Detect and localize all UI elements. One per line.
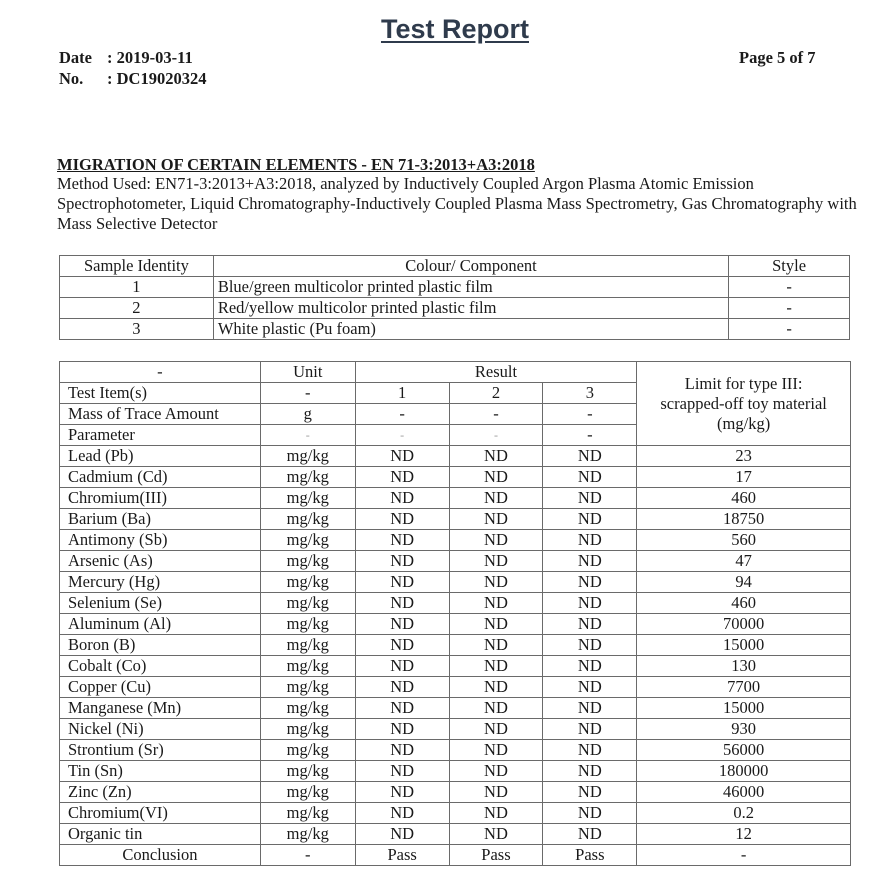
test-item-name: Strontium (Sr) bbox=[60, 740, 261, 761]
test-item-name: Conclusion bbox=[60, 845, 261, 866]
table-row bbox=[60, 782, 851, 803]
result-value: ND bbox=[355, 635, 449, 656]
test-item-unit: mg/kg bbox=[260, 614, 355, 635]
limit-value: 460 bbox=[637, 488, 851, 509]
sample-id: 2 bbox=[60, 298, 214, 319]
result-value: ND bbox=[543, 530, 637, 551]
table-row bbox=[60, 698, 851, 719]
sample-number: 3 bbox=[543, 383, 637, 404]
result-value: ND bbox=[355, 446, 449, 467]
result-value: ND bbox=[355, 488, 449, 509]
test-item-name: Chromium(VI) bbox=[60, 803, 261, 824]
sample-component: Red/yellow multicolor printed plastic film bbox=[213, 298, 728, 319]
conclusion-row bbox=[60, 845, 851, 866]
result-value: ND bbox=[449, 761, 543, 782]
result-value: ND bbox=[543, 467, 637, 488]
result-value: Pass bbox=[543, 845, 637, 866]
table-row bbox=[60, 803, 851, 824]
result-value: ND bbox=[449, 509, 543, 530]
test-item-unit: mg/kg bbox=[260, 824, 355, 845]
item-column-header: - bbox=[60, 362, 261, 383]
column-header: Colour/ Component bbox=[213, 256, 728, 277]
sample-style: - bbox=[729, 319, 850, 340]
result-value: ND bbox=[355, 656, 449, 677]
result-value: ND bbox=[543, 698, 637, 719]
table-row bbox=[60, 635, 851, 656]
result-value: ND bbox=[449, 824, 543, 845]
table-row bbox=[60, 509, 851, 530]
test-item-name: Zinc (Zn) bbox=[60, 782, 261, 803]
sample-component: Blue/green multicolor printed plastic film bbox=[213, 277, 728, 298]
test-item-unit: mg/kg bbox=[260, 782, 355, 803]
mass-unit: g bbox=[260, 404, 355, 425]
test-item-unit: mg/kg bbox=[260, 572, 355, 593]
test-item-unit: mg/kg bbox=[260, 677, 355, 698]
limit-value: 0.2 bbox=[637, 803, 851, 824]
table-row bbox=[60, 488, 851, 509]
table-row bbox=[60, 277, 850, 298]
test-item-name: Copper (Cu) bbox=[60, 677, 261, 698]
test-item-unit: mg/kg bbox=[260, 740, 355, 761]
result-value: ND bbox=[355, 782, 449, 803]
limit-value: 94 bbox=[637, 572, 851, 593]
test-item-name: Antimony (Sb) bbox=[60, 530, 261, 551]
result-value: ND bbox=[449, 593, 543, 614]
report-number-line bbox=[59, 69, 206, 89]
limit-value: 15000 bbox=[637, 698, 851, 719]
sample-id: 3 bbox=[60, 319, 214, 340]
result-value: ND bbox=[543, 761, 637, 782]
section-title: MIGRATION OF CERTAIN ELEMENTS - EN 71-3:2013+A3:2018 bbox=[57, 155, 535, 174]
mass-value: - bbox=[449, 404, 543, 425]
limit-value: 18750 bbox=[637, 509, 851, 530]
table-row bbox=[60, 551, 851, 572]
result-value: ND bbox=[449, 803, 543, 824]
test-item-name: Selenium (Se) bbox=[60, 593, 261, 614]
result-value: ND bbox=[355, 761, 449, 782]
result-value: ND bbox=[449, 551, 543, 572]
result-value: ND bbox=[543, 782, 637, 803]
limit-value: 460 bbox=[637, 593, 851, 614]
sample-style: - bbox=[729, 277, 850, 298]
result-value: ND bbox=[355, 530, 449, 551]
test-item-unit: mg/kg bbox=[260, 467, 355, 488]
test-item-name: Boron (B) bbox=[60, 635, 261, 656]
limit-header-line: Limit for type III: bbox=[684, 373, 803, 393]
result-value: ND bbox=[355, 803, 449, 824]
sample-table-header bbox=[60, 256, 850, 277]
result-value: ND bbox=[355, 740, 449, 761]
method-description: Method Used: EN71-3:2013+A3:2018, analyzed by Inductively Coupled Argon Plasma Atomic Emission Spectrophotometer, Liquid Chromatography-Inductively Coupled Plasma Mass Spectrometry, Gas Chromatography with Mass Selective Detector bbox=[57, 174, 857, 233]
result-value: ND bbox=[449, 572, 543, 593]
result-value: ND bbox=[355, 467, 449, 488]
result-value: ND bbox=[449, 635, 543, 656]
test-item-unit: mg/kg bbox=[260, 446, 355, 467]
result-value: ND bbox=[449, 698, 543, 719]
results-table bbox=[59, 361, 851, 866]
result-value: ND bbox=[355, 509, 449, 530]
table-row bbox=[60, 446, 851, 467]
limit-value: 47 bbox=[637, 551, 851, 572]
limit-value: 7700 bbox=[637, 677, 851, 698]
date-value: : 2019-03-11 bbox=[107, 48, 193, 67]
test-item-unit: mg/kg bbox=[260, 488, 355, 509]
result-value: ND bbox=[543, 824, 637, 845]
result-value: Pass bbox=[449, 845, 543, 866]
sample-number: 1 bbox=[355, 383, 449, 404]
table-row bbox=[60, 677, 851, 698]
test-item-unit: mg/kg bbox=[260, 719, 355, 740]
date-line bbox=[59, 48, 193, 68]
date-label: Date bbox=[59, 48, 92, 67]
table-row bbox=[60, 593, 851, 614]
result-value: ND bbox=[449, 677, 543, 698]
limit-column-header bbox=[637, 362, 851, 446]
report-title: Test Report bbox=[380, 14, 529, 44]
limit-value: 130 bbox=[637, 656, 851, 677]
result-value: ND bbox=[355, 677, 449, 698]
result-value: ND bbox=[449, 614, 543, 635]
test-item-name: Aluminum (Al) bbox=[60, 614, 261, 635]
table-row bbox=[60, 656, 851, 677]
test-item-name: Organic tin bbox=[60, 824, 261, 845]
result-value: ND bbox=[543, 572, 637, 593]
test-item-name: Cadmium (Cd) bbox=[60, 467, 261, 488]
report-number-label: No. bbox=[59, 69, 84, 88]
result-value: ND bbox=[355, 551, 449, 572]
result-value: ND bbox=[543, 803, 637, 824]
result-value: ND bbox=[355, 698, 449, 719]
test-item-unit: mg/kg bbox=[260, 593, 355, 614]
result-value: ND bbox=[543, 509, 637, 530]
test-item-name: Manganese (Mn) bbox=[60, 698, 261, 719]
result-column-header: Result bbox=[355, 362, 637, 383]
test-item-unit: mg/kg bbox=[260, 551, 355, 572]
result-value: ND bbox=[449, 530, 543, 551]
test-item-unit: mg/kg bbox=[260, 761, 355, 782]
result-value: ND bbox=[543, 677, 637, 698]
test-item-name: Mercury (Hg) bbox=[60, 572, 261, 593]
test-item-unit: mg/kg bbox=[260, 635, 355, 656]
test-item-name: Cobalt (Co) bbox=[60, 656, 261, 677]
table-row bbox=[60, 530, 851, 551]
parameter-unit: - bbox=[260, 425, 355, 446]
result-value: ND bbox=[449, 782, 543, 803]
table-row bbox=[60, 824, 851, 845]
limit-value: 930 bbox=[637, 719, 851, 740]
result-value: ND bbox=[355, 572, 449, 593]
result-value: ND bbox=[543, 719, 637, 740]
result-value: ND bbox=[355, 614, 449, 635]
test-item-unit: mg/kg bbox=[260, 698, 355, 719]
column-header: Style bbox=[729, 256, 850, 277]
test-item-unit: mg/kg bbox=[260, 803, 355, 824]
result-value: ND bbox=[355, 593, 449, 614]
table-row bbox=[60, 572, 851, 593]
limit-value: 12 bbox=[637, 824, 851, 845]
sample-id: 1 bbox=[60, 277, 214, 298]
limit-value: 180000 bbox=[637, 761, 851, 782]
mass-value: - bbox=[355, 404, 449, 425]
limit-value: 15000 bbox=[637, 635, 851, 656]
limit-value: - bbox=[637, 845, 851, 866]
table-row bbox=[60, 298, 850, 319]
limit-value: 56000 bbox=[637, 740, 851, 761]
test-item-unit: - bbox=[260, 845, 355, 866]
result-value: ND bbox=[449, 740, 543, 761]
sample-number: 2 bbox=[449, 383, 543, 404]
result-value: ND bbox=[543, 446, 637, 467]
sample-table bbox=[59, 255, 850, 340]
parameter-value: - bbox=[449, 425, 543, 446]
result-value: ND bbox=[543, 551, 637, 572]
table-row bbox=[60, 761, 851, 782]
mass-value: - bbox=[543, 404, 637, 425]
table-row bbox=[60, 740, 851, 761]
test-item-unit: mg/kg bbox=[260, 530, 355, 551]
test-items-label: Test Item(s) bbox=[60, 383, 261, 404]
report-number-value: : DC19020324 bbox=[107, 69, 207, 88]
table-row bbox=[60, 319, 850, 340]
mass-label: Mass of Trace Amount bbox=[60, 404, 261, 425]
parameter-label: Parameter bbox=[60, 425, 261, 446]
result-value: ND bbox=[449, 488, 543, 509]
test-item-name: Nickel (Ni) bbox=[60, 719, 261, 740]
results-header-row bbox=[60, 362, 851, 383]
table-row bbox=[60, 719, 851, 740]
limit-value: 17 bbox=[637, 467, 851, 488]
result-value: ND bbox=[355, 824, 449, 845]
result-value: ND bbox=[543, 614, 637, 635]
test-item-unit: mg/kg bbox=[260, 656, 355, 677]
result-value: ND bbox=[449, 467, 543, 488]
sample-component: White plastic (Pu foam) bbox=[213, 319, 728, 340]
result-value: ND bbox=[449, 446, 543, 467]
limit-header-line: scrapped-off toy material bbox=[660, 393, 827, 413]
limit-value: 560 bbox=[637, 530, 851, 551]
test-item-name: Barium (Ba) bbox=[60, 509, 261, 530]
sample-style: - bbox=[729, 298, 850, 319]
result-value: ND bbox=[543, 656, 637, 677]
test-item-name: Tin (Sn) bbox=[60, 761, 261, 782]
table-row bbox=[60, 467, 851, 488]
result-value: ND bbox=[449, 719, 543, 740]
parameter-value: - bbox=[543, 425, 637, 446]
result-value: ND bbox=[355, 719, 449, 740]
page-indicator: Page 5 of 7 bbox=[739, 48, 816, 67]
result-value: ND bbox=[543, 740, 637, 761]
test-item-unit: mg/kg bbox=[260, 509, 355, 530]
limit-value: 70000 bbox=[637, 614, 851, 635]
test-items-unit: - bbox=[260, 383, 355, 404]
result-value: ND bbox=[543, 635, 637, 656]
result-value: ND bbox=[543, 488, 637, 509]
result-value: ND bbox=[449, 656, 543, 677]
limit-value: 46000 bbox=[637, 782, 851, 803]
test-item-name: Lead (Pb) bbox=[60, 446, 261, 467]
table-row bbox=[60, 614, 851, 635]
limit-header-line: (mg/kg) bbox=[717, 413, 771, 433]
limit-value: 23 bbox=[637, 446, 851, 467]
column-header: Sample Identity bbox=[60, 256, 214, 277]
test-item-name: Arsenic (As) bbox=[60, 551, 261, 572]
result-value: ND bbox=[543, 593, 637, 614]
test-item-name: Chromium(III) bbox=[60, 488, 261, 509]
result-value: Pass bbox=[355, 845, 449, 866]
unit-column-header: Unit bbox=[260, 362, 355, 383]
parameter-value: - bbox=[355, 425, 449, 446]
